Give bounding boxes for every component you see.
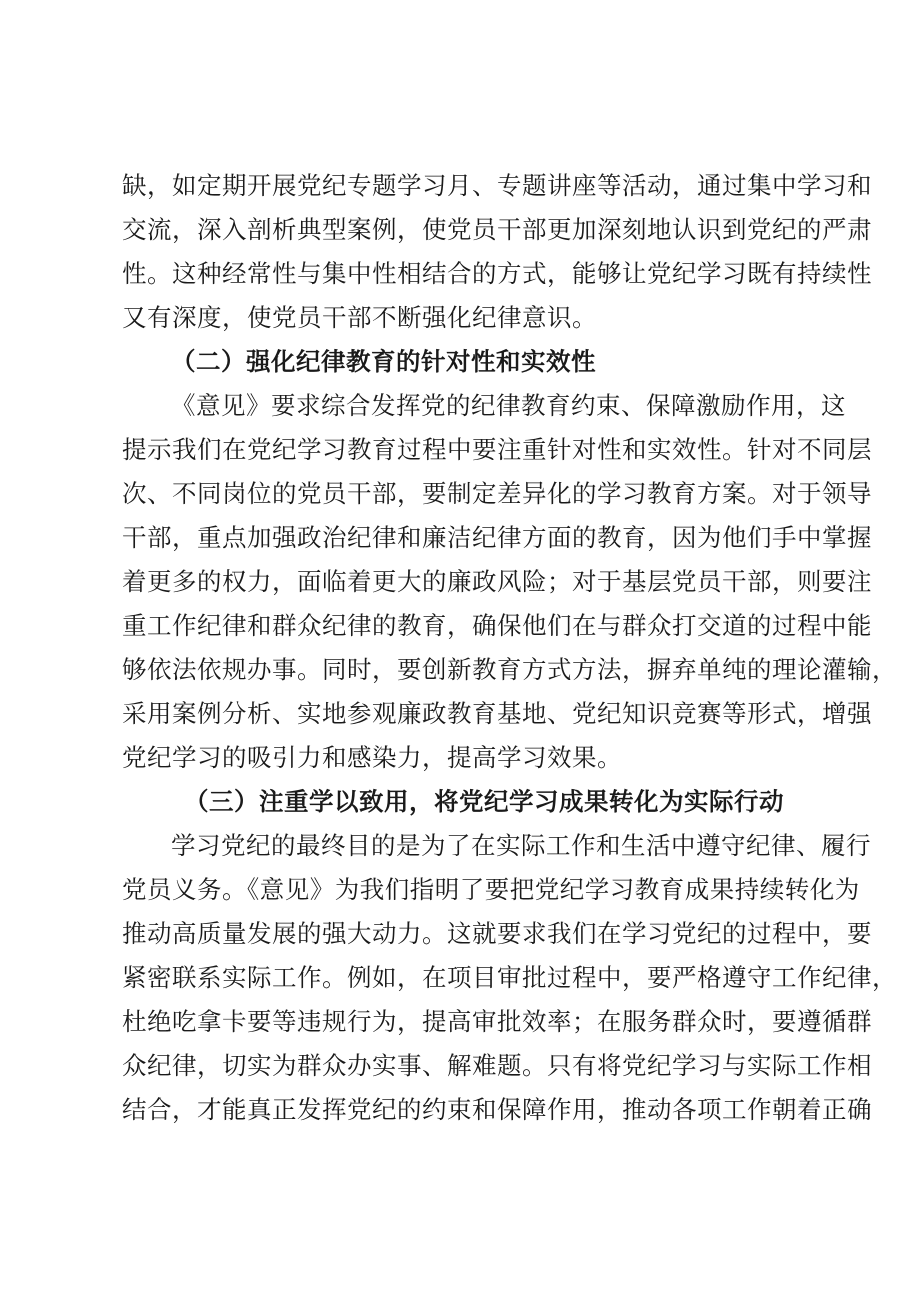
paragraph-3-line-7: 结合，才能真正发挥党纪的约束和保障作用，推动各项工作朝着正确 (122, 1095, 872, 1124)
section-heading-3: （三）注重学以致用，将党纪学习成果转化为实际行动 (184, 787, 784, 816)
paragraph-2-line-9: 党纪学习的吸引力和感染力，提高学习效果。 (122, 743, 622, 772)
paragraph-3-line-2: 党员义务。《意见》为我们指明了要把党纪学习教育成果持续转化为 (122, 875, 860, 904)
paragraph-3-line-4: 紧密联系实际工作。例如，在项目审批过程中，要严格遵守工作纪律， (122, 963, 897, 992)
paragraph-2-line-6: 重工作纪律和群众纪律的教育，确保他们在与群众打交道的过程中能 (122, 611, 872, 640)
paragraph-3-line-3: 推动高质量发展的强大动力。这就要求我们在学习党纪的过程中，要 (122, 919, 872, 948)
paragraph-2-line-7: 够依法依规办事。同时，要创新教育方式方法，摒弃单纯的理论灌输， (122, 655, 897, 684)
paragraph-2-line-3: 次、不同岗位的党员干部，要制定差异化的学习教育方案。对于领导 (122, 479, 872, 508)
paragraph-2-line-5: 着更多的权力，面临着更大的廉政风险；对于基层党员干部，则要注 (122, 567, 872, 596)
paragraph-3-line-5: 杜绝吃拿卡要等违规行为，提高审批效率；在服务群众时，要遵循群 (122, 1007, 872, 1036)
paragraph-1-line-1: 缺，如定期开展党纪专题学习月、专题讲座等活动，通过集中学习和 (122, 171, 872, 200)
paragraph-3-line-1: 学习党纪的最终目的是为了在实际工作和生活中遵守纪律、履行 (171, 831, 871, 860)
section-heading-2: （二）强化纪律教育的针对性和实效性 (171, 347, 596, 376)
paragraph-2-line-4: 干部，重点加强政治纪律和廉洁纪律方面的教育，因为他们手中掌握 (122, 523, 872, 552)
paragraph-3-line-6: 众纪律，切实为群众办实事、解难题。只有将党纪学习与实际工作相 (122, 1051, 872, 1080)
paragraph-1-line-4: 又有深度，使党员干部不断强化纪律意识。 (122, 303, 597, 332)
paragraph-2-line-1: 《意见》要求综合发挥党的纪律教育约束、保障激励作用，这 (171, 391, 846, 420)
paragraph-2-line-8: 采用案例分析、实地参观廉政教育基地、党纪知识竞赛等形式，增强 (122, 699, 872, 728)
paragraph-1-line-3: 性。这种经常性与集中性相结合的方式，能够让党纪学习既有持续性 (122, 259, 872, 288)
paragraph-1-line-2: 交流，深入剖析典型案例，使党员干部更加深刻地认识到党纪的严肃 (122, 215, 872, 244)
paragraph-2-line-2: 提示我们在党纪学习教育过程中要注重针对性和实效性。针对不同层 (122, 435, 872, 464)
